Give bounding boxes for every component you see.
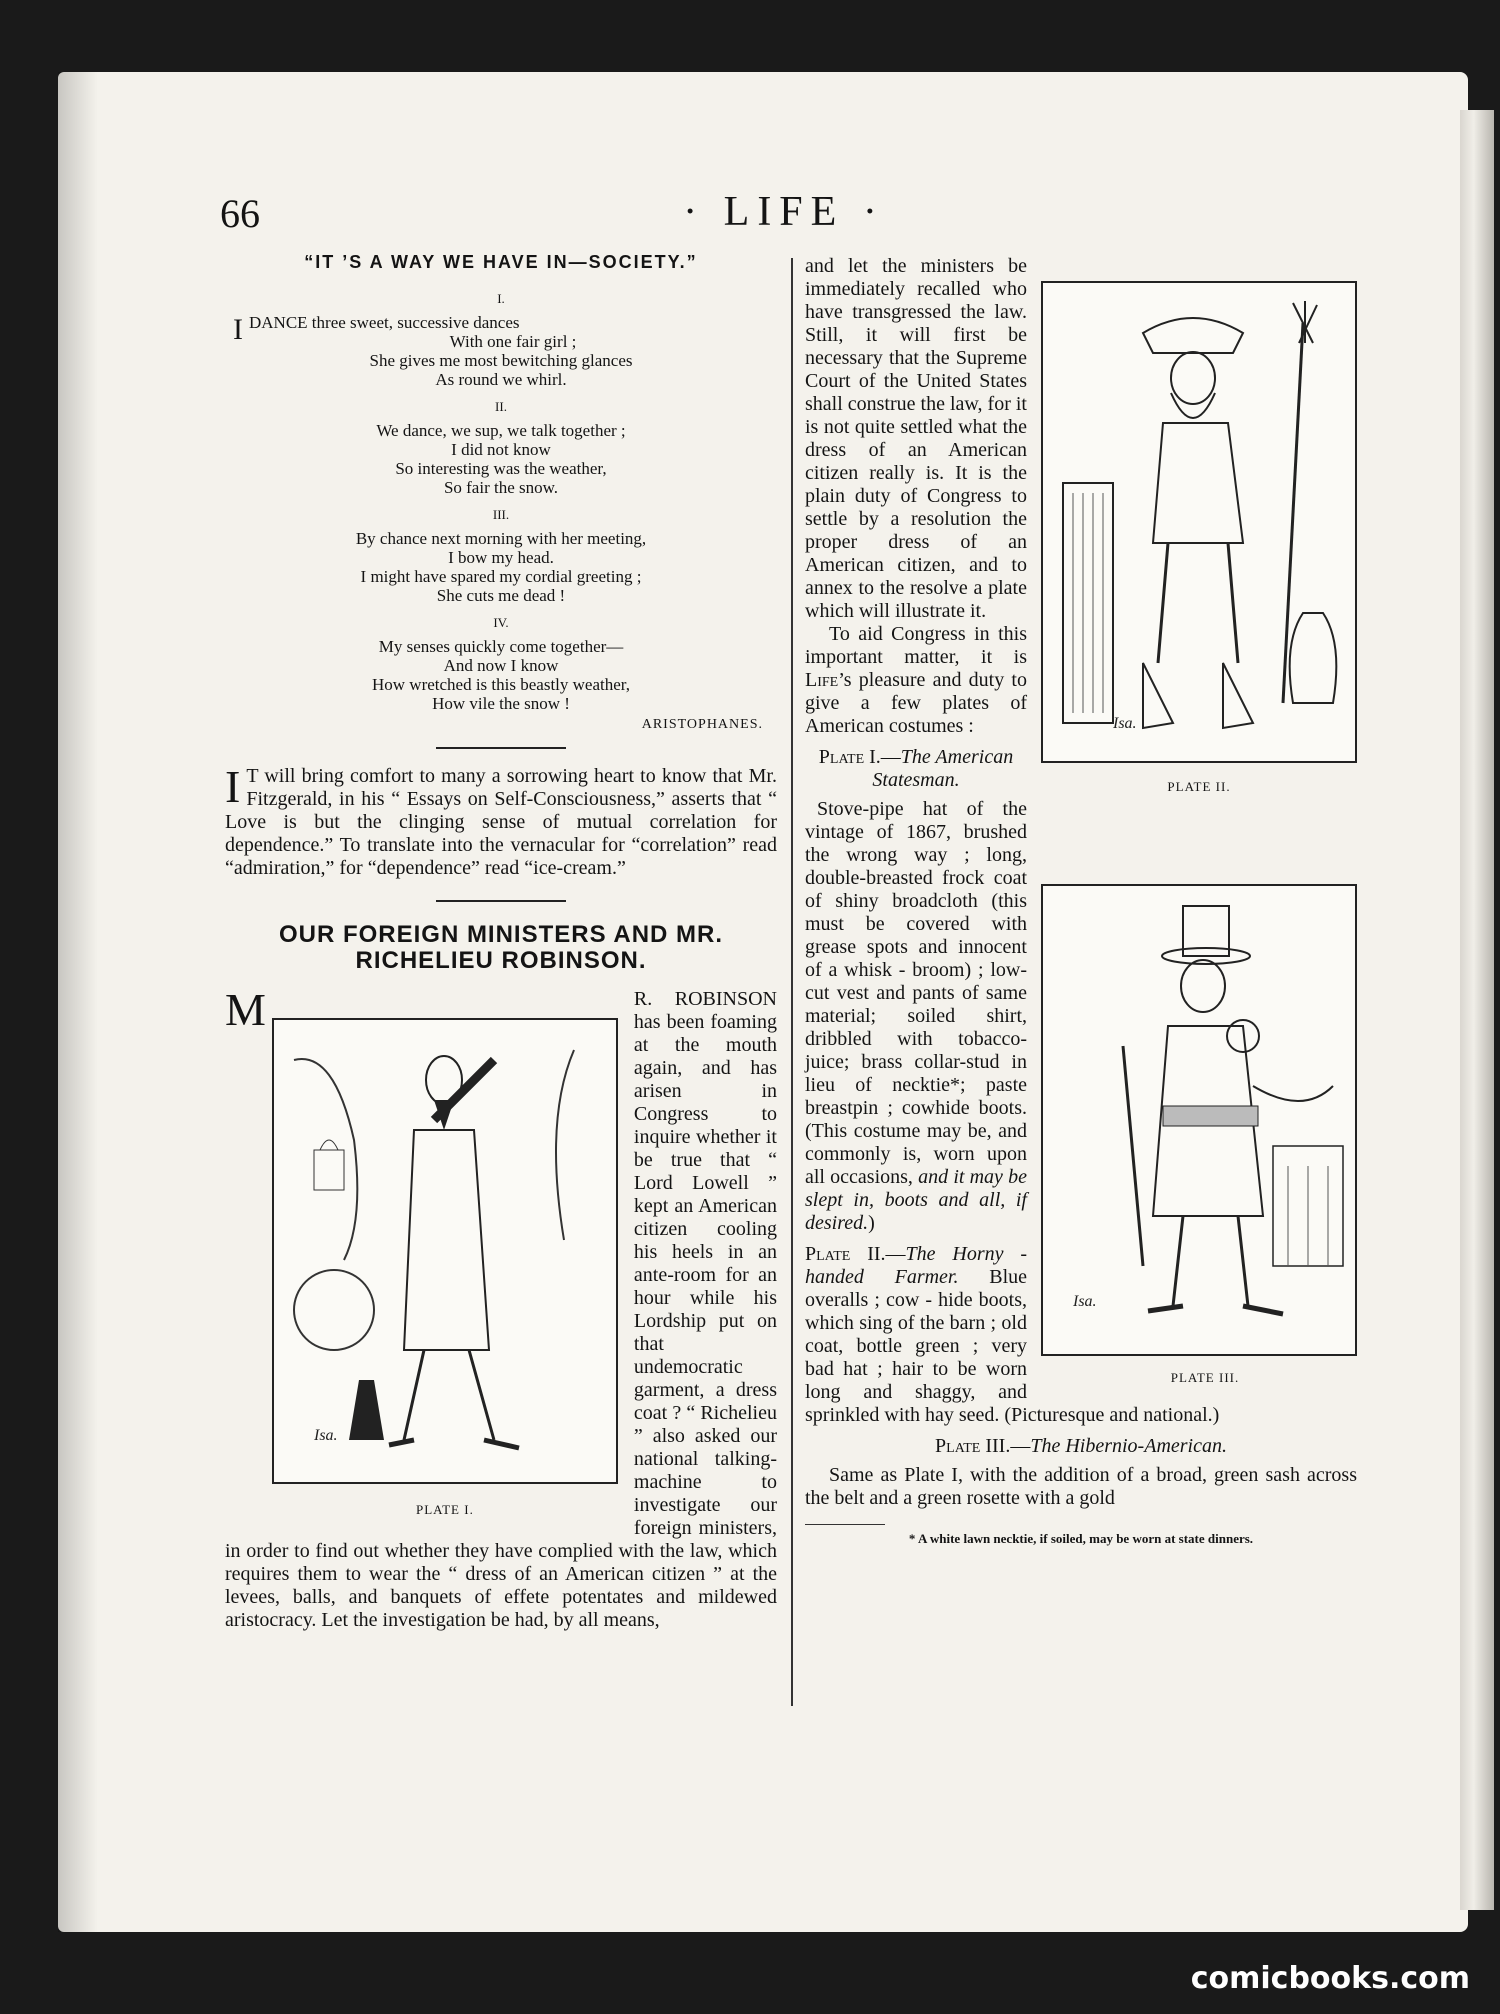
- dropcap: M: [225, 984, 266, 1035]
- poem-line: How vile the snow !: [432, 694, 570, 713]
- plate-2-illustration: [1041, 281, 1357, 763]
- poem-line: So interesting was the weather,: [395, 459, 607, 478]
- poem-line: IDANCE three sweet, successive dances: [233, 313, 520, 346]
- poem-line: So fair the snow.: [443, 478, 559, 497]
- article-title: OUR FOREIGN MINISTERS AND MR. RICHELIEU ROBINSON.: [278, 921, 724, 974]
- svg-text:Isa.: Isa.: [313, 1427, 338, 1444]
- poem-stanza: [225, 291, 777, 389]
- plate-2-figure: [1041, 281, 1357, 798]
- paragraph-text: R. ROBINSON has been foaming at the mouth again, and has arisen in Congress to inquire whether it be true that “ Lord Lowell ” kept an American citizen cooling his heels in an ante-room for an hour while his Lordship put on that undemocratic garment, a dress coat ? “ Richelieu ” also asked our national talking-machine to investigate our foreign ministers, in order to find out whether they have complied with the law, which requires them to wear the “ dress of an American citizen ” at the levees, balls, and banquets of effete potentates and mildewed aristocracy. Let the investigation be had, by all means,: [225, 988, 777, 1631]
- poem-stanza: [225, 507, 777, 605]
- plate-2-title: The Horny - handed Farmer.: [805, 1243, 1027, 1288]
- stanza-number: II.: [495, 399, 507, 414]
- paragraph-text: and let the ministers be immediately recalled who have transgressed the law. Still, it will first be necessary that the Supreme Court of the United States shall construe the law, for it is not quite settled what the dress of an American citizen really is. It is the plain duty of Congress to settle by a resolution the proper dress of an American citizen, and to annex to the resolve a plate which will illustrate it.: [805, 255, 1027, 622]
- article-paragraph: To aid Congress in this important matter, it is Life’s pleasure and duty to give a few plates of American costumes :: [805, 623, 1027, 737]
- poem-stanza: [225, 399, 777, 497]
- farmer-drawing: [1043, 283, 1355, 761]
- masthead: · LIFE ·: [683, 189, 885, 235]
- stanza-number: III.: [492, 507, 510, 522]
- section-rule: [436, 900, 566, 902]
- plate-3-illustration: [1041, 884, 1357, 1356]
- site-watermark: comicbooks.com: [1190, 1961, 1470, 1996]
- poem-stanza: [225, 615, 777, 713]
- hibernio-drawing: [1043, 886, 1355, 1354]
- statesman-drawing: [274, 1020, 616, 1482]
- plate-1-heading: Plate I.—The American Statesman.: [818, 746, 1014, 791]
- poem-title: “IT ’S A WAY WE HAVE IN—SOCIETY.”: [304, 252, 698, 272]
- plate-1-description: Isa. PLATE III. Stove-pipe hat of the vintage of 1867, brushed the wrong way ; long, double-breasted frock coat of shiny broadcloth (this must be covered with grease spots and innocent of a whisk - broom) ; low-cut vest and pants of same material; soiled shirt, dribbled with tobacco-juice; brass collar-stud in lieu of necktie*; paste breastpin ; cowhide boots. (This costume may be, and commonly is, worn upon all occasions, and it may be slept in, boots and all, if desired.): [805, 798, 1357, 1235]
- plate-3-caption: PLATE III.: [1170, 1370, 1240, 1385]
- svg-text:Isa.: Isa.: [1113, 715, 1137, 732]
- life-name: Life: [805, 669, 839, 691]
- plate-2-description: Plate II.—The Horny - handed Farmer. Blue overalls ; cow - hide boots, which sing of the barn ; old coat, bottle green ; very bad hat ; hair to be worn long and shaggy, and sprinkled with hay seed. (Picturesque and national.): [805, 1243, 1220, 1426]
- binding-shadow: [58, 72, 98, 1932]
- footnote-rule: [805, 1524, 885, 1525]
- left-column: [225, 252, 777, 1632]
- section-rule: [436, 747, 566, 749]
- page-header: [220, 190, 1348, 240]
- poem-line: As round we whirl.: [435, 370, 567, 389]
- poem-line: She cuts me dead !: [436, 586, 566, 605]
- page-edge: [1460, 110, 1494, 1910]
- plate-2-heading: Plate II.—: [805, 1243, 906, 1265]
- plate-1-caption: PLATE I.: [415, 1502, 474, 1517]
- dropcap: I: [233, 313, 243, 346]
- poem-line: How wretched is this beastly weather,: [371, 675, 631, 694]
- poem-line: I bow my head.: [448, 548, 554, 567]
- poem-line: I did not know: [451, 440, 551, 459]
- poem-line: She gives me most bewitching glances: [369, 351, 633, 370]
- right-column: [805, 255, 1357, 1547]
- poem-signature: ARISTOPHANES.: [641, 717, 763, 732]
- fitzgerald-paragraph: [225, 761, 777, 880]
- svg-text:Isa.: Isa.: [1073, 1293, 1097, 1310]
- plate-3-description: Same as Plate I, with the addition of a broad, green sash across the belt and a green rosette with a gold: [805, 1464, 1357, 1509]
- poem-line: With one fair girl ;: [449, 332, 577, 351]
- plate-2-caption: PLATE II.: [1167, 779, 1231, 794]
- dropcap: I: [225, 761, 241, 812]
- poem-line: By chance next morning with her meeting,: [355, 529, 647, 548]
- paragraph-text: T will bring comfort to many a sorrowing heart to know that Mr. Fitzgerald, in his “ Essays on Self-Consciousness,” asserts that “ Love is but the clinging sense of mutual correlation for dependence.” To translate into the vernacular for “correlation” read “admiration,” for “dependence” read “ice-cream.”: [225, 765, 777, 879]
- stanza-number: IV.: [493, 615, 509, 630]
- poem-line: We dance, we sup, we talk together ;: [376, 421, 626, 440]
- plate-3-figure: [1041, 884, 1357, 1389]
- article-paragraph: [225, 984, 777, 1632]
- column-divider: [791, 258, 793, 1706]
- stanza-number: I.: [497, 291, 505, 306]
- plate-1-illustration: [272, 1018, 618, 1484]
- poem-line: I might have spared my cordial greeting ;: [360, 567, 642, 586]
- plate-1-figure: [272, 1018, 618, 1521]
- poem-line: My senses quickly come together—: [378, 637, 624, 656]
- poem-line: And now I know: [443, 656, 559, 675]
- plate-3-heading: Plate III.—The Hibernio-American.: [935, 1435, 1227, 1457]
- page-number: 66: [220, 191, 260, 236]
- footnote: * A white lawn necktie, if soiled, may be worn at state dinners.: [908, 1531, 1254, 1546]
